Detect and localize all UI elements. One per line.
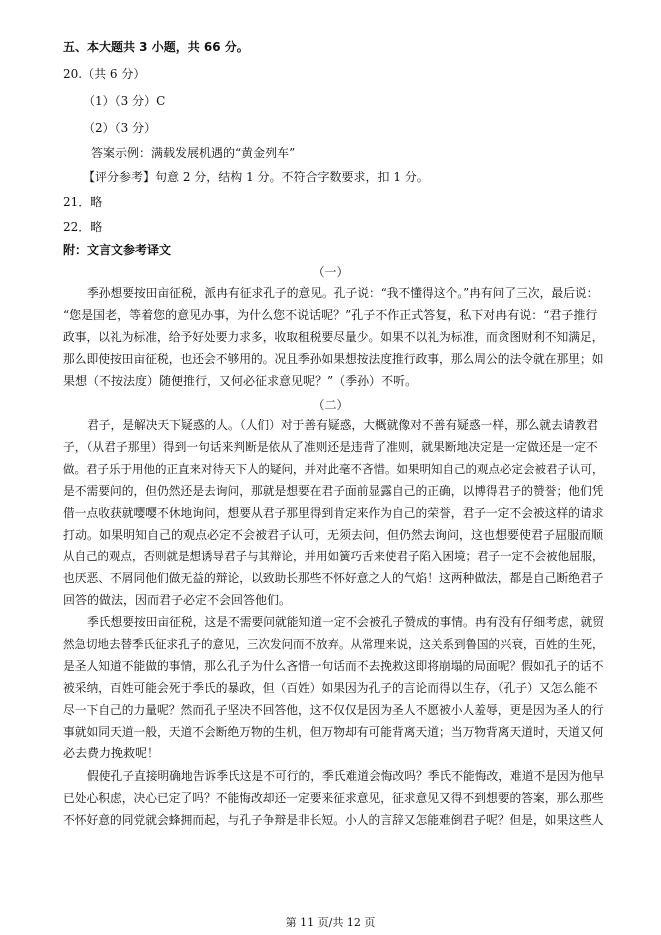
paragraph-1-line: 季孙想要按田亩征税，派冉有征求孔子的意见。孔子说：“我不懂得这个。”冉有问了三次，最后说： (87, 286, 599, 300)
paragraph-3 (63, 612, 604, 765)
paragraph-2-line: 回答的做法，因而君子必定不会回答他们。 (63, 593, 292, 608)
paragraph-2-line: 打动。如果明知自己的观点必定不会被君子认可，无须去问，但仍然去询问，这也想要使君子屈服而顺 (63, 527, 604, 542)
page-footer: 第 11 页/共 12 页 (285, 916, 376, 929)
paragraph-1 (63, 283, 604, 393)
paragraph-2-line: 君子，是解决天下疑惑的人。（人们）对于善有疑惑，大概就像对不善有疑惑一样，那么就去请教君 (87, 418, 599, 432)
q20-title: 20.（共 6 分） (63, 67, 146, 81)
section-heading: 五、本大题共 3 小题，共 66 分。 (63, 40, 249, 54)
q22-answer: 22．略 (63, 220, 103, 234)
paragraph-2-line: 做。君子乐于用他的正直来对待天下人的疑问，并对此毫不吝惜。如果明知自己的观点必定会被君子认可， (63, 461, 604, 476)
q21-answer: 21．略 (63, 195, 103, 209)
paragraph-2-line: 是不需要问的，但仍然还是去询问，那就是想要在君子面前显露自己的正确，以博得君子的赞誉；他们凭 (63, 483, 604, 498)
paragraph-1-line: “您是国老，等着您的意见办事，为什么您不说话呢？”孔子不作正式答复，私下对冉有说：“君子推行 (63, 307, 598, 322)
paragraph-2-line: 借一点收获就嘤嘤不休地询问，想要从君子那里得到肯定来作为自己的荣誉，君子一定不会被这样的请求 (63, 505, 604, 520)
paragraph-3-line: 事就如同天道一般，天道不会断绝万物的生机，但万物却有可能背离天道；当万物背离天道时，天道又何 (63, 724, 604, 739)
paragraph-3-line: 然急切地去替季氏征求孔子的意见，三次发问而不放弃。从常理来说，这关系到鲁国的兴衰，百姓的生死， (63, 636, 604, 651)
paragraph-2-line: 也厌恶、不屑同他们做无益的辩论，以致助长那些不怀好意之人的气焰！这两种做法，都是自己断绝君子 (63, 571, 604, 586)
paragraph-3-line: 是圣人知道不能做的事情，那么孔子为什么吝惜一句话而不去挽救这即将崩塌的局面呢？假如孔子的话不 (63, 658, 604, 673)
paragraph-3-line: 必去费力挽救呢！ (63, 746, 160, 761)
appendix-title: 附：文言文参考译文 (63, 243, 172, 257)
q20-part2: （2）（3 分） (83, 121, 157, 135)
paragraph-2-line: 从自己的观点，否则就是想诱导君子与其辩论，并用如簧巧舌来使君子陷入困境；君子一定不会被他屈服， (63, 549, 604, 564)
paragraph-3-line: 季氏想要按田亩征税，这是不需要问就能知道一定不会被孔子赞成的事情。冉有没有仔细考虑，就贸 (87, 615, 604, 629)
paragraph-1-line: 果想（不按法度）随便推行，又何必征求意见呢？”（季孙）不听。 (63, 373, 418, 388)
paragraph-4-line: 不怀好意的同党就会蜂拥而起，与孔子争辩是非长短。小人的言辞又怎能难倒君子呢？但是，如果这些人 (63, 812, 604, 827)
q20-scoring: 【评分参考】句意 2 分，结构 1 分。不符合字数要求，扣 1 分。 (83, 170, 429, 184)
paragraph-3-line: 尽一下自己的力量呢？然而孔子坚决不回答他，这不仅仅是因为圣人不愿被小人羞辱，更是因为圣人的行 (63, 702, 604, 717)
part-two-label: （二） (312, 398, 349, 412)
paragraph-2-line: 子，（从君子那里）得到一句话来判断是依从了准则还是违背了准则，就果断地决定是一定做还是一定不 (63, 439, 598, 454)
paragraph-2 (63, 415, 604, 612)
paragraph-1-line: 那么即使按田亩征税，也还会不够用的。况且季孙如果想按法度推行政事，那么周公的法令就在那里；如 (63, 351, 604, 366)
part-one-label: （一） (312, 265, 349, 279)
paragraph-1-line: 政事，以礼为标准，给予好处要力求多，收取租税要尽量少。如果不以礼为标准，而贪图财利不知满足， (63, 329, 604, 344)
paragraph-3-line: 被采纳，百姓可能会死于季氏的暴政，但（百姓）如果因为孔子的言论而得以生存，（孔子）又怎么能不 (63, 680, 598, 695)
paragraph-4-line: 假使孔子直接明确地告诉季氏这是不可行的，季氏难道会悔改吗？季氏不能悔改，难道不是因为他早 (87, 769, 604, 783)
q20-answer-example: 答案示例：满载发展机遇的“黄金列车” (91, 146, 296, 160)
paragraph-4-line: 已处心积虑，决心已定了吗？不能悔改却还一定要来征求意见，征求意见又得不到想要的答案，那么那些 (63, 790, 604, 805)
q20-part1: （1）（3 分）C (83, 94, 166, 108)
paragraph-4 (63, 766, 604, 832)
